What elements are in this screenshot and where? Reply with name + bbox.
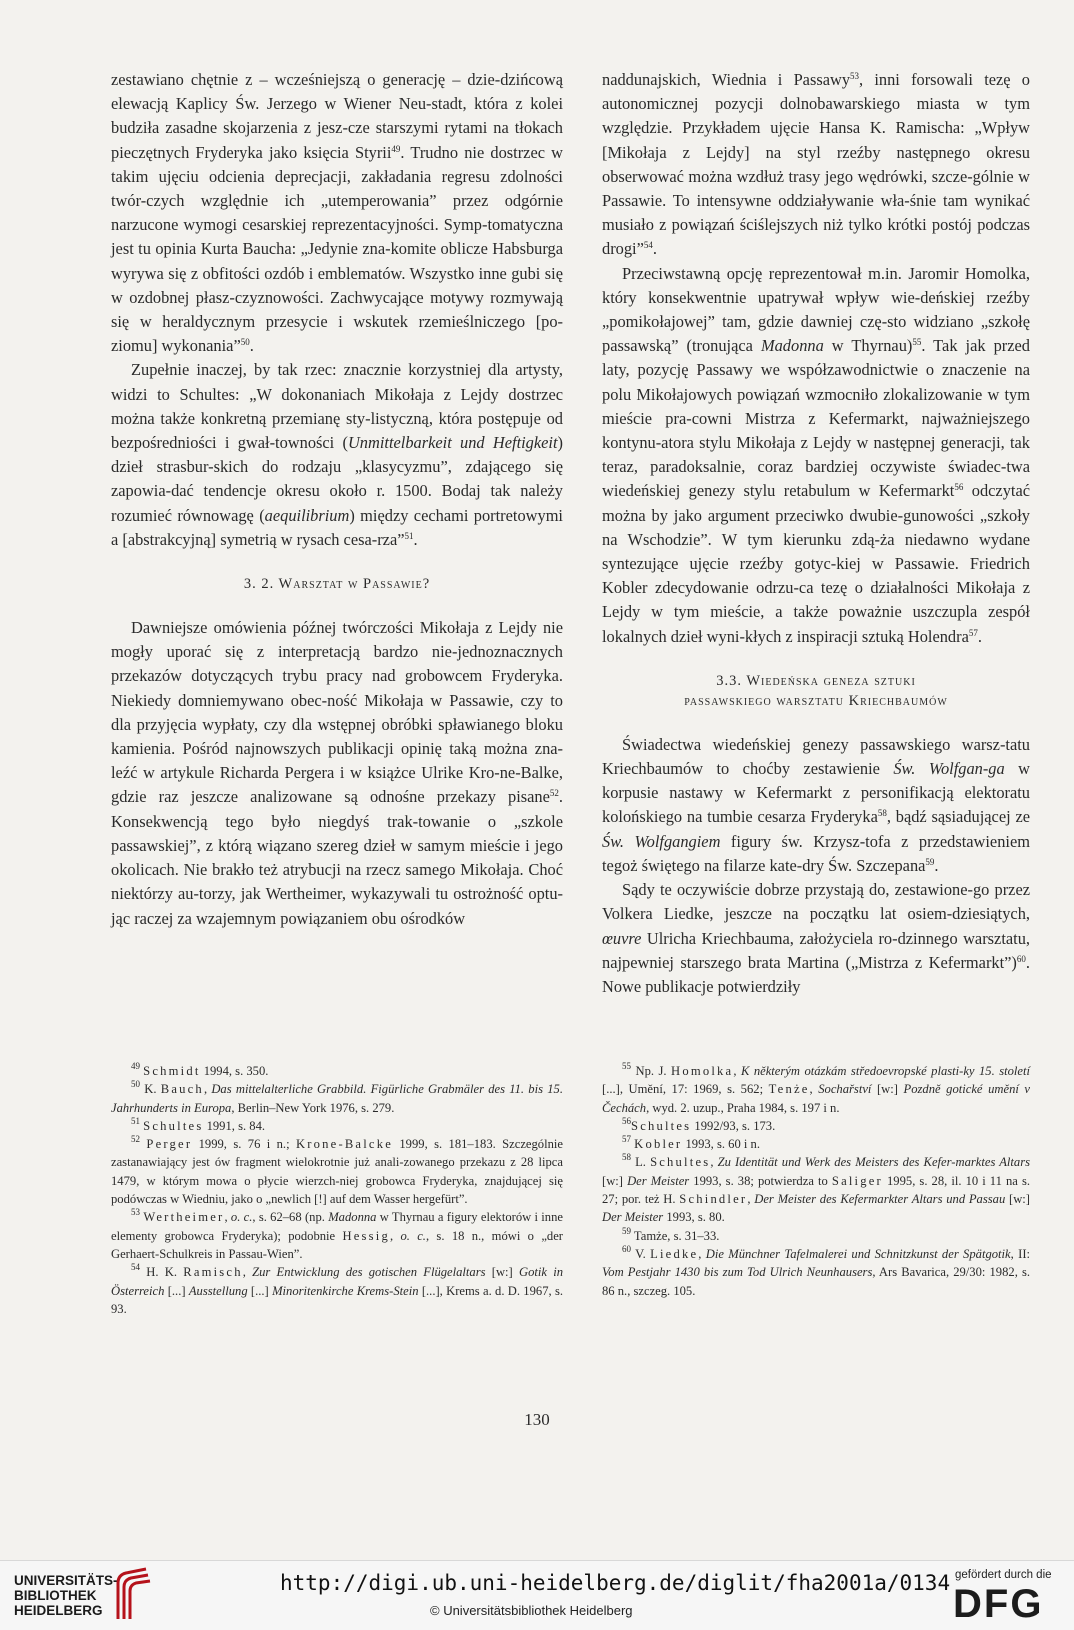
section-heading: 3.3. Wiedeńska geneza sztuki passawskiego warsztatu Kriechbaumów bbox=[684, 672, 948, 709]
source-url-link[interactable]: http://digi.ub.uni-heidelberg.de/diglit/fha2001a/0134 bbox=[280, 1571, 951, 1595]
footnote-ref[interactable]: 52 bbox=[549, 788, 559, 799]
footnote: $^{56}$Schultes 1992/93, s. 173. bbox=[622, 1115, 776, 1133]
footnote: $^{54}$ H. K. Ramisch, Zur Entwicklung des gotischen Flügelaltars [w:] Gotik in Österreich [...] Ausstellung [...] Minoritenkirche Krems-Stein [...], Krems a. d. D. 1967, s. 93. bbox=[111, 1262, 564, 1316]
paragraph: Dawniejsze omówienia późnej twórczości Mikołaja z Lejdy nie mogły uporać się z interpretacją bardzo nie-jednoznacznych przekazów dotyczących trybu pracy nad grobowcem Fryderyka. Niekiedy domniemywano obec-ność Mikołaja w Passawie, czy to dla przyjęcia wypłaty, czy dla wstępnej obróbki spławianego bloku kamienia. Pośród najnowszych publikacji opinię taką można zna-leźć w artykule Richarda Pergera i w książce Ulrike Kro-ne-Balke, gdzie raz jeszcze analizowane są odnośne przekazy pisane$^{52}$. Konsekwencją tego było niegdyś trak-towanie o „szkole passawskiej”, z którą wiązano szereg dzieł w samym mieście i jego okolicach. Nie brakło też atrybucji na rzecz samego Mikołaja. Choć niektórzy au-torzy, jak Wertheimer, wykazywali tu ostrożność optu-jąc raczej za wzajemnym powiązaniem obu ośrodków bbox=[111, 618, 563, 928]
footnote-ref[interactable]: 54 bbox=[643, 240, 653, 251]
footnote: $^{49}$ Schmidt 1994, s. 350. bbox=[131, 1061, 269, 1078]
footnote-ref[interactable]: 56 bbox=[954, 482, 964, 493]
footnote-ref[interactable]: 58 bbox=[877, 808, 887, 819]
copyright-text: © Universitätsbibliothek Heidelberg bbox=[430, 1603, 633, 1618]
footnote: $^{59}$ Tamże, s. 31–33. bbox=[622, 1225, 720, 1243]
footnote: $^{57}$ Kobler 1993, s. 60 i n. bbox=[622, 1134, 760, 1152]
library-logo-icon[interactable] bbox=[112, 1567, 152, 1623]
footnote-ref[interactable]: 49 bbox=[391, 143, 401, 154]
footnote: $^{50}$ K. Bauch, Das mittelalterliche Grabbild. Figürliche Grabmäler des 11. bis 15. Jahrhunderts in Europa, Berlin–New York 1976, s. 279. bbox=[111, 1079, 563, 1115]
footnote: $^{55}$ Np. J. Homolka, K některým otázkám středoevropské plasti-ky 15. století [...], Umění, 17: 1969, s. 562; Tenże, Sochařství [w:] Pozdně gotické umění v Čechách, wyd. 2. uzup., Praha 1984, s. 197 i n. bbox=[602, 1061, 1031, 1115]
footnote-ref[interactable]: 51 bbox=[404, 530, 414, 541]
section-heading: 3. 2. Warsztat w Passawie? bbox=[243, 576, 431, 593]
left-text-column bbox=[111, 68, 563, 931]
library-logo-text[interactable]: UNIVERSITÄTS- BIBLIOTHEK HEIDELBERG bbox=[14, 1573, 118, 1618]
paragraph: Przeciwstawną opcję reprezentował m.in. Jaromir Homolka, który konsekwentnie upatrywał wpływ wie-deńskiej rzeźby „pomikołajowej” tam, gdzie dawniej czę-sto widziano „szkołę passawską” (tronująca Madonna w Thyrnau)$^{55}$. Tak jak przed laty, pozycję Passawy we współzawodnictwie o znaczenie na polu Mikołajowych powiązań wzmocniło zlokalizowanie w tym mieście pra-cowni Mistrza z Kefermarkt, najważniejszego kontynu-atora stylu Mikołaja z Lejdy w następnej generacji, tak teraz, paradoksalnie, coraz bardziej oczywiste świadec-twa wiedeńskiej genezy stylu retabulum w Kefermarkt$^{56}$ odczytać można by jako argument przeciwko dwubie-gunowości „szkoły na Wschodzie”. W tym kierunku zdą-ża niedawno wydane syntezujące ujęcie rzeźby gotyc-kiej w Passawie. Friedrich Kobler zdecydowanie odrzu-ca tezę o działalności Mikołaja z Lejdy w tym mieście, a także poważnie uszczupla zespół lokalnych dzieł wyni-kłych z inspiracji sztuką Holendra$^{57}$. bbox=[602, 263, 1030, 646]
footnote-ref[interactable]: 50 bbox=[240, 337, 250, 348]
paragraph: zestawiano chętnie z – wcześniejszą o generację – dzie-dzińcową elewacją Kaplicy Św. Jerzego w Wiener Neu-stadt, która z kolei budziła zasadne skojarzenia z jesz-cze starszymi rytami na tłokach pieczętnych Fryderyka jako księcia Styrii$^{49}$. Trudno nie dostrzec w takim ujęciu odcienia deprecjacji, zakładania regresu zdolności twór-czych względnie ich „utemperowania” przez odgórnie narzucone wymogi cesarskiej reprezentacyjności. Symp-tomatyczna jest tu opinia Kurta Baucha: „Jedynie zna-komite oblicze Habsburga wyrywa się z obfitości ozdób i emblematów. Wszystko inne gubi się w ozdobnej płasz-czyznowości. Zachwycające motywy rozmywają się w heraldycznym przesycie i wskutek rzemieślniczego [po-ziomu] wykonania”$^{50}$. bbox=[111, 70, 563, 356]
dfg-logo[interactable]: DFG bbox=[953, 1582, 1044, 1626]
paragraph: Sądy te oczywiście dobrze przystają do, zestawione-go przez Volkera Liedke, jeszcze na początku lat osiem-dziesiątych, œuvre Ulricha Kriechbauma, założyciela ro-dzinnego warsztatu, najpewniej starszego brata Martina („Mistrza z Kefermarkt”)$^{60}$. Nowe publikacje potwierdziły bbox=[602, 880, 1030, 996]
footnote-ref[interactable]: 59 bbox=[925, 856, 935, 867]
page-number: 130 bbox=[524, 1410, 550, 1429]
paragraph: naddunajskich, Wiednia i Passawy$^{53}$, inni forsowali tezę o autonomicznej pozycji dolnobawarskiego miasta w tym względzie. Przykładem ujęcie Hansa K. Ramischa: „Wpływ [Mikołaja z Lejdy] na styl rzeźby następnego okresu obserwować można wzdłuż trasy jego wędrówki, szcze-gólnie w Passawie. To intensywne oddziaływanie wła-śnie tam wynikać musiało z powiązań ściślejszych niż tylko krótki postój podczas drogi”$^{54}$. bbox=[602, 70, 1030, 259]
footnote-ref[interactable]: 53 bbox=[850, 71, 860, 81]
footnote-ref[interactable]: 55 bbox=[912, 337, 922, 348]
footnote-ref[interactable]: 60 bbox=[1016, 953, 1026, 964]
right-text-column bbox=[602, 68, 1030, 999]
footer-banner bbox=[0, 1560, 1074, 1630]
footnote-ref[interactable]: 57 bbox=[968, 627, 978, 638]
footnotes-left bbox=[111, 1062, 563, 1318]
funding-text: gefördert durch die bbox=[955, 1569, 1052, 1581]
paragraph: Zupełnie inaczej, by tak rzec: znacznie korzystniej dla artysty, widzi to Schultes: „W dokonaniach Mikołaja z Lejdy dostrzec można także konkretną przemianę sty-listyczną, która postępuje od bezpośredniości i gwał-towności (Unmittelbarkeit und Heftigkeit) dzieł strasbur-skich do rodzaju „klasycyzmu”, zdającego się zapowia-dać tendencje okresu około r. 1500. Bodaj tak należy rozumieć równowagę (aequilibrium) między cechami portretowymi a [abstrakcyjną] symetrią w rysach cesa-rza”$^{51}$. bbox=[111, 360, 563, 549]
footnote: $^{58}$ L. Schultes, Zu Identität und Werk des Meisters des Kefer-marktes Altars [w:] Der Meister 1993, s. 38; potwierdza to Saliger 1995, s. 28, il. 10 i 11 na s. 27; por. też H. Schindler, Der Meister des Kefermarkter Altars und Passau [w:] Der Meister 1993, s. 80. bbox=[602, 1152, 1031, 1225]
footnote: $^{60}$ V. Liedke, Die Münchner Tafelmalerei und Schnitzkunst der Spätgotik, II: Vom Pestjahr 1430 bis zum Tod Ulrich Neunhausers, Ars Bavarica, 29/30: 1982, s. 86 n., szczeg. 105. bbox=[602, 1243, 1031, 1298]
footnote: $^{53}$ Wertheimer, o. c., s. 62–68 (np. Madonna w Thyrnau a figury elektorów i inne elementy grobowca Fryderyka); podobnie Hessig, o. c., s. 18 n., mówi o „der Gerhaert-Schulkreis in Passau-Wien”. bbox=[111, 1207, 563, 1261]
footnote: $^{52}$ Perger 1999, s. 76 i n.; Krone-Balcke 1999, s. 181–183. Szczególnie zastanawiający jest ów fragment wielokrotnie już anali-zowanego przekazu z 28 lipca 1479, w którym mowa o płycie wierzch-niej grobowca Fryderyka, znajdującej się podówczas w Wiedniu, jako o „newlich [!] auf dem Wasser hergefürt”. bbox=[111, 1134, 563, 1207]
footnotes-right bbox=[602, 1062, 1030, 1300]
footnote: $^{51}$ Schultes 1991, s. 84. bbox=[131, 1115, 266, 1133]
paragraph: Świadectwa wiedeńskiej genezy passawskiego warsz-tatu Kriechbaumów to choćby zestawienie Św. Wolfgan-ga w korpusie nastawy w Kefermarkt z personifikacją elektoratu kolońskiego na tumbie cesarza Fryderyka$^{58}$, bądź sąsiadującej ze Św. Wolfgangiem figury św. Krzysz-tofa z przedstawieniem tegoż świętego na filarze kate-dry Św. Szczepana$^{59}$. bbox=[602, 734, 1030, 875]
